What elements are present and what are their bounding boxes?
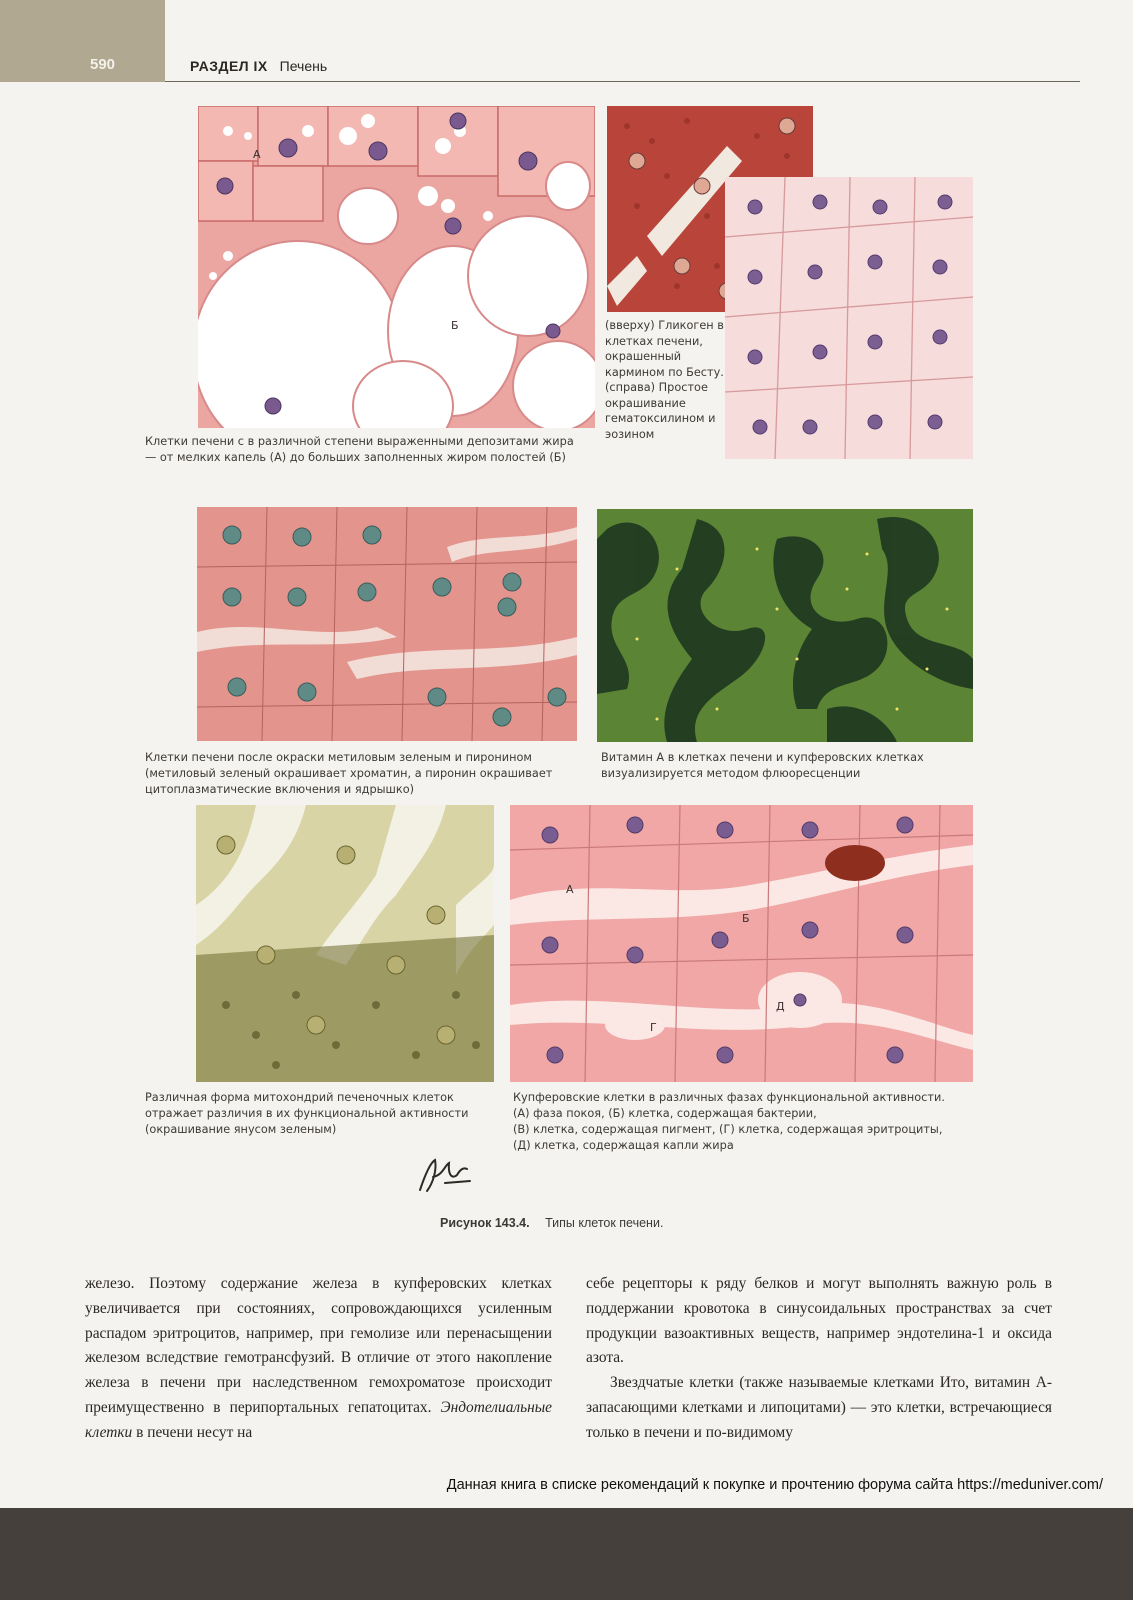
body-column-left	[85, 1272, 552, 1446]
figure-number: Рисунок 143.4.	[440, 1216, 530, 1230]
caption-fat: Клетки печени с в различной степени выраженными депозитами жира — от мелких капель (А) до больших заполненных жиром полостей (Б)	[145, 435, 574, 464]
kupffer-label-b: Б	[742, 912, 750, 925]
caption-mitochondria: Различная форма митохондрий печеночных клеток отражает различия в их функциональной активности (окрашивание янусом зеленым)	[145, 1091, 469, 1136]
figure-title-text: Типы клеток печени.	[545, 1216, 664, 1230]
mitochondria-image	[196, 805, 494, 1082]
header-rule	[165, 81, 1080, 82]
page-number: 590	[90, 56, 116, 73]
methyl-green-image	[197, 507, 577, 741]
caption-kupffer-line-2: (А) фаза покоя, (Б) клетка, содержащая бактерии,	[513, 1107, 817, 1120]
body-column-right	[586, 1272, 1052, 1446]
caption-kupffer-line-4: (Д) клетка, содержащая капли жира	[513, 1139, 734, 1152]
kupffer-label-d: Д	[776, 1000, 785, 1013]
fat-deposits-image	[198, 106, 595, 428]
page-number-box	[0, 0, 165, 82]
body-paragraph-left: железо. Поэтому содержание железа в купферовских клетках увеличивается при состояниях, сопровождающихся усиленным распадом эритроцитов, например, при гемолизе или перенасыщении железом вследствие гемотрансфузий. В отличие от этого накопление железа в печени при наследственном гемохроматозе происходит преимущественно в перипортальных гепатоцитах. Эндотелиальные клетки в печени несут на	[85, 1275, 552, 1441]
running-header	[190, 58, 327, 74]
caption-glycogen	[605, 318, 727, 442]
footer-bar	[0, 1508, 1133, 1600]
kupffer-label-g: Г	[650, 1021, 657, 1034]
body-paragraph-right-1: себе рецепторы к ряду белков и могут выполнять важную роль в поддержании кровотока в синусоидальных пространствах за счет продукции вазоактивных веществ, например эндотелина-1 и оксида азота.	[586, 1275, 1052, 1367]
body-paragraph-right-2: Звездчатые клетки (также называемые клетками Ито, витамин А-запасающими клетками и липоцитами) — это клетки, встречающиеся только в печени и по-видимому	[586, 1374, 1052, 1441]
glycogen-he-image	[725, 177, 973, 459]
watermark-notice: Данная книга в списке рекомендаций к покупке и прочтению форума сайта https://meduniver.com/	[446, 1477, 1103, 1493]
vitamin-a-fluorescence-image	[597, 509, 973, 742]
caption-glycogen-top: (вверху) Гликоген в клетках печени, окрашенный кармином по Бесту.	[605, 319, 724, 379]
caption-glycogen-right: (справа) Простое окрашивание гематоксилином и эозином	[605, 381, 716, 441]
caption-kupffer	[513, 1090, 993, 1154]
artist-signature	[415, 1155, 475, 1199]
chapter-label: Печень	[279, 58, 328, 74]
caption-methyl-green: Клетки печени после окраски метиловым зеленым и пиронином (метиловый зеленый окрашивает хроматин, а пиронин окрашивает цитоплазматические включения и ядрышко)	[145, 751, 553, 796]
caption-kupffer-line-3: (В) клетка, содержащая пигмент, (Г) клетка, содержащая эритроциты,	[513, 1123, 943, 1136]
fat-label-b: Б	[451, 319, 459, 332]
kupffer-cells-image	[510, 805, 973, 1082]
fat-label-a: А	[253, 148, 261, 161]
caption-kupffer-line-1: Купферовские клетки в различных фазах функциональной активности.	[513, 1091, 945, 1104]
kupffer-label-a: А	[566, 883, 574, 896]
caption-vitamin-a: Витамин А в клетках печени и купферовских клетках визуализируется методом флюоресценции	[601, 751, 924, 780]
figure-title	[440, 1216, 663, 1230]
section-label: РАЗДЕЛ IX	[190, 58, 268, 74]
